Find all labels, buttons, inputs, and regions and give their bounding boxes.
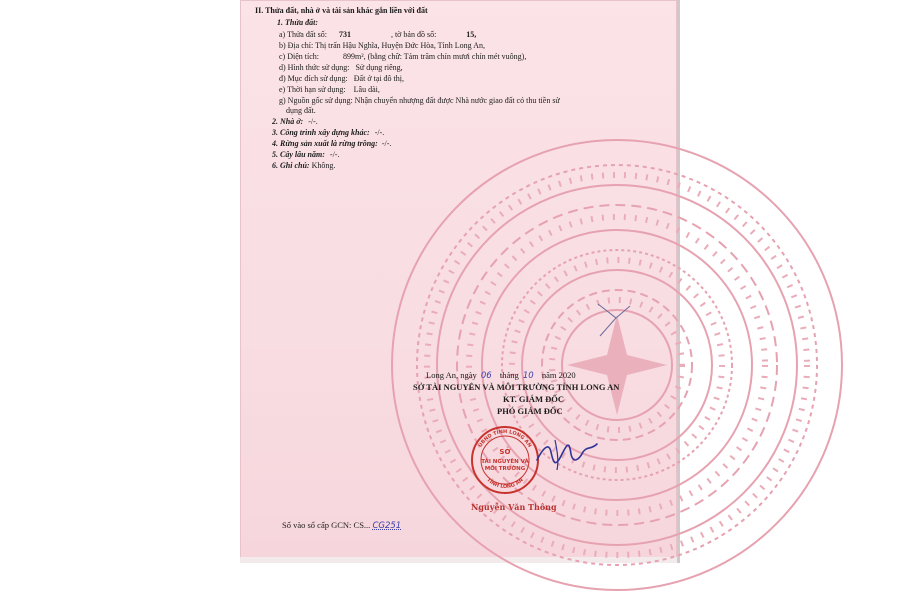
date-day: 06 — [480, 371, 492, 381]
use-purpose-value: Đất ở tại đô thị, — [353, 74, 405, 83]
origin-line-1: g) Nguồn gốc sử dụng: Nhận chuyển nhượng đất được Nhà nước giao đất có thu tiền sử — [279, 96, 560, 105]
use-form-line — [279, 63, 403, 73]
forest-line — [272, 139, 391, 149]
registry-line — [282, 520, 401, 531]
area-value: 899m², (bằng chữ: Tám trăm chín mươi chín mét vuông), — [342, 52, 527, 61]
parcel-number: 731 — [338, 30, 351, 39]
date-month: 10 — [522, 371, 534, 381]
address-line: b) Địa chỉ: Thị trấn Hậu Nghĩa, Huyện Đức Hòa, Tỉnh Long An, — [279, 41, 485, 50]
works-value: -/-. — [374, 128, 385, 137]
seal-line-2: TÀI NGUYÊN VÀ — [481, 459, 529, 465]
date-month-label: tháng — [499, 370, 519, 380]
section-title: II. Thửa đất, nhà ở và tài sản khác gắn liền với đất — [255, 6, 428, 15]
house-line — [272, 117, 318, 127]
seal-ring-top: UBND TỈNH LONG AN — [477, 428, 533, 449]
seal-line-3: MÔI TRƯỜNG — [484, 466, 526, 472]
map-sheet-label: , tờ bản đồ số: — [390, 30, 437, 39]
note-value: Không. — [311, 161, 336, 170]
date-year: năm 2020 — [541, 370, 576, 380]
trees-line — [272, 150, 339, 160]
date-prefix: Long An, ngày — [426, 370, 477, 380]
origin-line-2: dụng đất. — [286, 106, 316, 115]
land-heading: 1. Thửa đất: — [277, 18, 319, 27]
official-seal — [470, 425, 540, 495]
area-line — [279, 52, 526, 62]
parcel-label: a) Thửa đất số: — [279, 30, 327, 39]
works-label: 3. Công trình xây dựng khác: — [272, 128, 370, 137]
note-line — [272, 161, 335, 171]
handwritten-signature — [535, 430, 600, 475]
trees-value: -/-. — [329, 150, 340, 159]
map-sheet-number: 15, — [466, 30, 477, 39]
pen-mark — [596, 300, 632, 340]
house-label: 2. Nhà ở: — [272, 117, 304, 126]
signer-name: Nguyễn Văn Thông — [471, 502, 557, 512]
trees-label: 5. Cây lâu năm: — [272, 150, 325, 159]
use-purpose-line — [279, 74, 404, 84]
use-form-value: Sử dụng riêng, — [355, 63, 403, 72]
use-form-label: d) Hình thức sử dụng: — [279, 63, 350, 72]
works-line — [272, 128, 384, 138]
issuing-agency: SỞ TÀI NGUYÊN VÀ MÔI TRƯỜNG TỈNH LONG AN — [413, 382, 620, 392]
note-label: 6. Ghi chú: — [272, 161, 310, 170]
seal-line-1: SỞ — [499, 448, 511, 456]
use-term-label: e) Thời hạn sử dụng: — [279, 85, 346, 94]
deputy-director: PHÓ GIÁM ĐỐC — [497, 406, 563, 416]
area-label: c) Diện tích: — [279, 52, 319, 61]
house-value: -/-. — [308, 117, 318, 126]
parcel-line — [279, 30, 476, 40]
registry-label: Số vào sổ cấp GCN: CS... — [282, 520, 371, 530]
seal-ring-bottom: TỈNH LONG AN — [485, 477, 525, 491]
forest-value: -/-. — [381, 139, 392, 148]
kt-director: KT. GIÁM ĐỐC — [503, 394, 564, 404]
registry-number: CG251 — [372, 521, 402, 531]
forest-label: 4. Rừng sản xuất là rừng trồng: — [272, 139, 378, 148]
date-line — [426, 370, 576, 381]
use-term-line — [279, 85, 380, 95]
use-term-value: Lâu dài, — [353, 85, 380, 94]
use-purpose-label: đ) Mục đích sử dụng: — [279, 74, 348, 83]
bronze-drum-pattern — [382, 130, 852, 600]
